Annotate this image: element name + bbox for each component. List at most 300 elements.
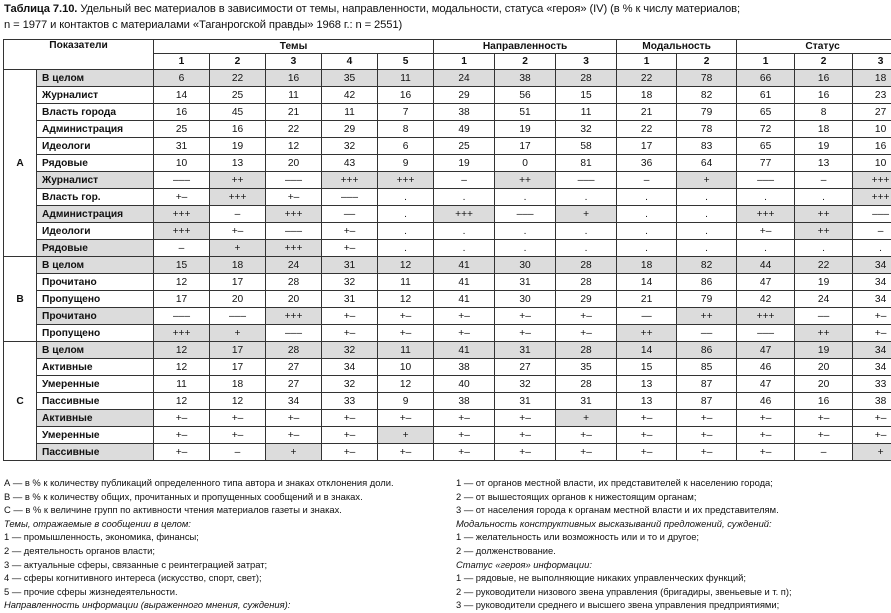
table-cell: 10	[853, 121, 891, 138]
table-cell: 41	[434, 291, 495, 308]
table-cell: 18	[617, 257, 677, 274]
table-cell: 16	[853, 138, 891, 155]
table-cell: +–	[322, 427, 378, 444]
table-cell: 64	[677, 155, 737, 172]
table-cell: 27	[853, 104, 891, 121]
table-cell: .	[737, 189, 795, 206]
table-cell: +–	[795, 410, 853, 427]
table-cell: 22	[617, 70, 677, 87]
table-row	[4, 104, 891, 121]
table-cell: +++	[853, 189, 891, 206]
table-cell: +–	[378, 325, 434, 342]
table-cell: .	[617, 223, 677, 240]
table-cell: +–	[266, 189, 322, 206]
table-row	[4, 359, 891, 376]
table-cell: 22	[795, 257, 853, 274]
table-row	[4, 342, 891, 359]
table-cell: +–	[677, 410, 737, 427]
table-cell: 6	[378, 138, 434, 155]
table-cell: 85	[677, 359, 737, 376]
table-cell: 34	[853, 291, 891, 308]
table-cell: 13	[617, 376, 677, 393]
section-label: B	[4, 257, 37, 342]
table-row	[4, 240, 891, 257]
table-cell: +–	[495, 427, 556, 444]
row-label: Умеренные	[37, 376, 154, 393]
subcol-header: 2	[495, 54, 556, 70]
note-line: 1 — промышленность, экономика, финансы;	[4, 531, 199, 543]
table-cell: 31	[322, 257, 378, 274]
table-cell: 58	[556, 138, 617, 155]
table-row	[4, 410, 891, 427]
subcol-header: 3	[266, 54, 322, 70]
table-cell: 20	[266, 155, 322, 172]
header-group-direction: Направленность	[434, 40, 617, 54]
table-cell: 32	[556, 121, 617, 138]
table-cell: –––	[853, 206, 891, 223]
table-cell: ++	[495, 172, 556, 189]
table-cell: –––	[210, 308, 266, 325]
table-cell: +++	[154, 325, 210, 342]
table-cell: –––	[737, 172, 795, 189]
table-cell: .	[495, 223, 556, 240]
table-cell: 12	[154, 359, 210, 376]
table-row	[4, 189, 891, 206]
table-cell: .	[378, 240, 434, 257]
table-cell: +–	[434, 325, 495, 342]
table-cell: 13	[617, 393, 677, 410]
table-cell: +–	[154, 427, 210, 444]
table-cell: 19	[495, 121, 556, 138]
table-cell: 8	[795, 104, 853, 121]
row-label: В целом	[37, 70, 154, 87]
table-row	[4, 274, 891, 291]
subcol-header: 3	[556, 54, 617, 70]
table-cell: +++	[378, 172, 434, 189]
table-cell: +–	[378, 444, 434, 461]
table-cell: 16	[378, 87, 434, 104]
table-cell: 17	[617, 138, 677, 155]
table-row	[4, 376, 891, 393]
table-cell: 34	[322, 359, 378, 376]
note-line: Направленность информации (выраженного мнения, суждения):	[4, 599, 291, 611]
table-row	[4, 138, 891, 155]
table-cell: +–	[737, 444, 795, 461]
table-cell: +–	[434, 410, 495, 427]
table-cell: 21	[617, 291, 677, 308]
table-cell: 15	[154, 257, 210, 274]
row-label: В целом	[37, 342, 154, 359]
table-cell: +	[556, 410, 617, 427]
caption-line-2: n = 1977 и контактов с материалами «Таганрогской правды» 1968 г.: n = 2551)	[4, 19, 403, 31]
table-cell: 12	[378, 291, 434, 308]
table-cell: +–	[322, 444, 378, 461]
note-line: 3 — от населения города к органам местной власти и их представителям.	[456, 504, 779, 516]
row-label: Активные	[37, 410, 154, 427]
table-cell: 20	[795, 376, 853, 393]
table-cell: 79	[677, 291, 737, 308]
table-cell: 19	[795, 274, 853, 291]
table-cell: 11	[378, 274, 434, 291]
table-row	[4, 121, 891, 138]
table-cell: 31	[495, 274, 556, 291]
table-cell: .	[677, 223, 737, 240]
table-cell: –	[210, 444, 266, 461]
table-cell: 36	[617, 155, 677, 172]
table-cell: .	[378, 223, 434, 240]
table-cell: 32	[322, 342, 378, 359]
table-cell: 43	[322, 155, 378, 172]
table-cell: 10	[853, 155, 891, 172]
table-cell: 30	[495, 257, 556, 274]
table-row	[4, 257, 891, 274]
table-cell: 41	[434, 257, 495, 274]
table-cell: +++	[266, 308, 322, 325]
table-cell: 28	[556, 257, 617, 274]
table-row	[4, 291, 891, 308]
table-cell: +–	[495, 410, 556, 427]
subcol-header: 1	[154, 54, 210, 70]
table-cell: .	[677, 240, 737, 257]
table-cell: 31	[495, 342, 556, 359]
note-line: 2 — от вышестоящих органов к нижестоящим органам;	[456, 490, 697, 502]
table-cell: 18	[853, 70, 891, 87]
table-cell: 16	[795, 87, 853, 104]
section-label: C	[4, 342, 37, 461]
table-row	[4, 325, 891, 342]
table-cell: +++	[266, 240, 322, 257]
table-cell: +–	[322, 325, 378, 342]
table-row	[4, 393, 891, 410]
table-cell: 34	[853, 342, 891, 359]
table-cell: 11	[266, 87, 322, 104]
table-cell: 28	[556, 376, 617, 393]
note-line: 1 — желательность или возможность или и то и другое;	[456, 531, 700, 543]
table-cell: .	[434, 223, 495, 240]
row-label: Администрация	[37, 206, 154, 223]
table-cell: +–	[154, 444, 210, 461]
table-cell: +–	[154, 189, 210, 206]
table-cell: .	[617, 240, 677, 257]
table-cell: 32	[322, 274, 378, 291]
table-cell: .	[434, 240, 495, 257]
table-cell: 82	[677, 257, 737, 274]
table-cell: 0	[495, 155, 556, 172]
table-cell: +++	[266, 206, 322, 223]
table-cell: +–	[434, 427, 495, 444]
table-cell: 21	[617, 104, 677, 121]
note-line: 3 — руководители среднего и высшего звена управления предприятиями;	[456, 599, 780, 611]
table-cell: +++	[737, 308, 795, 325]
table-cell: 82	[677, 87, 737, 104]
table-row	[4, 308, 891, 325]
table-cell: 12	[154, 342, 210, 359]
table-cell: ++	[795, 206, 853, 223]
table-cell: 83	[677, 138, 737, 155]
table-cell: 24	[795, 291, 853, 308]
table-cell: 8	[378, 121, 434, 138]
table-cell: 14	[154, 87, 210, 104]
table-cell: –––	[154, 172, 210, 189]
table-cell: ++	[795, 223, 853, 240]
table-cell: 38	[853, 393, 891, 410]
table-cell: 61	[737, 87, 795, 104]
table-cell: 17	[210, 359, 266, 376]
note-line: А — в % к количеству публикаций определенного типа автора и знаках отклонения доли.	[4, 477, 394, 488]
table-cell: +–	[617, 444, 677, 461]
table-cell: 27	[266, 359, 322, 376]
table-cell: 30	[495, 291, 556, 308]
table-cell: 79	[677, 104, 737, 121]
row-label: Прочитано	[37, 308, 154, 325]
table-cell: .	[495, 189, 556, 206]
table-cell: 65	[737, 138, 795, 155]
table-cell: 29	[434, 87, 495, 104]
table-cell: 32	[322, 138, 378, 155]
table-cell: 29	[322, 121, 378, 138]
table-cell: +–	[853, 410, 891, 427]
note-line: 1 — рядовые, не выполняющие никаких управленческих функций;	[456, 572, 746, 584]
table-cell: –––	[154, 308, 210, 325]
table-cell: +–	[495, 308, 556, 325]
caption-label: Таблица 7.10.	[4, 3, 78, 15]
table-cell: +–	[556, 308, 617, 325]
table-cell: 10	[378, 359, 434, 376]
subcol-header: 2	[795, 54, 853, 70]
table-cell: +–	[677, 427, 737, 444]
table-cell: –	[154, 240, 210, 257]
table-cell: –––	[266, 325, 322, 342]
table-cell: +–	[322, 240, 378, 257]
table-cell: ––	[795, 308, 853, 325]
table-cell: 86	[677, 342, 737, 359]
table-cell: 18	[617, 87, 677, 104]
table-cell: .	[617, 206, 677, 223]
table-cell: 34	[853, 274, 891, 291]
table-cell: 31	[556, 393, 617, 410]
note-line: 1 — от органов местной власти, их представителей к населению города;	[456, 477, 773, 488]
table-cell: 17	[495, 138, 556, 155]
table-row	[4, 206, 891, 223]
note-line: 2 — долженствование.	[456, 544, 556, 556]
table-cell: +++	[853, 172, 891, 189]
note-line: Темы, отражаемые в сообщении в целом:	[4, 517, 191, 529]
table-cell: 56	[495, 87, 556, 104]
header-group-themes: Темы	[154, 40, 434, 54]
table-cell: +–	[378, 308, 434, 325]
table-cell: 28	[266, 342, 322, 359]
table-cell: 28	[266, 274, 322, 291]
table-cell: 31	[495, 393, 556, 410]
table-cell: +–	[495, 325, 556, 342]
table-cell: 25	[210, 87, 266, 104]
section-label: A	[4, 70, 37, 257]
table-cell: ––	[677, 325, 737, 342]
table-cell: +–	[154, 410, 210, 427]
subcol-header: 3	[853, 54, 891, 70]
table-cell: 20	[210, 291, 266, 308]
notes-left	[4, 476, 444, 612]
row-label: Умеренные	[37, 427, 154, 444]
table-cell: .	[495, 240, 556, 257]
table-cell: +–	[322, 410, 378, 427]
table-cell: +–	[853, 325, 891, 342]
table-cell: ++	[210, 172, 266, 189]
table-cell: 18	[210, 257, 266, 274]
table-cell: +–	[322, 223, 378, 240]
table-cell: 32	[495, 376, 556, 393]
table-cell: 28	[556, 342, 617, 359]
table-cell: –––	[737, 325, 795, 342]
table-cell: +–	[266, 410, 322, 427]
table-cell: 14	[617, 274, 677, 291]
table-cell: 77	[737, 155, 795, 172]
table-cell: 12	[378, 257, 434, 274]
table-cell: 78	[677, 70, 737, 87]
table-cell: 65	[737, 104, 795, 121]
table-cell: 38	[434, 393, 495, 410]
row-label: Власть гор.	[37, 189, 154, 206]
table-cell: 31	[154, 138, 210, 155]
note-line: Статус «героя» информации:	[456, 558, 592, 570]
table-cell: 25	[154, 121, 210, 138]
table-cell: 51	[495, 104, 556, 121]
table-cell: ++	[677, 308, 737, 325]
table-cell: 11	[154, 376, 210, 393]
table-cell: 16	[266, 70, 322, 87]
table-cell: +–	[617, 410, 677, 427]
table-cell: .	[795, 240, 853, 257]
table-cell: 35	[322, 70, 378, 87]
table-cell: 12	[154, 274, 210, 291]
table-cell: 49	[434, 121, 495, 138]
table-cell: 9	[378, 393, 434, 410]
table-cell: +–	[853, 308, 891, 325]
table-cell: +–	[556, 325, 617, 342]
table-cell: 17	[210, 274, 266, 291]
table-cell: .	[737, 240, 795, 257]
header-indicators: Показатели	[4, 40, 154, 70]
data-table	[3, 39, 891, 461]
table-cell: +–	[556, 427, 617, 444]
note-line: В — в % к количеству общих, прочитанных и пропущенных сообщений и в знаках.	[4, 490, 363, 502]
table-cell: +++	[737, 206, 795, 223]
table-cell: 21	[266, 104, 322, 121]
table-cell: 14	[617, 342, 677, 359]
table-cell: 87	[677, 376, 737, 393]
table-cell: +++	[154, 223, 210, 240]
row-label: Идеологи	[37, 138, 154, 155]
table-cell: 11	[556, 104, 617, 121]
note-line: 3 — актуальные сферы, связанные с реинтеграцией затрат;	[4, 558, 268, 570]
table-row	[4, 155, 891, 172]
table-cell: ––	[322, 206, 378, 223]
caption-line-1	[4, 1, 884, 17]
table-cell: 9	[378, 155, 434, 172]
row-label: Журналист	[37, 172, 154, 189]
table-cell: +–	[322, 308, 378, 325]
table-cell: 24	[434, 70, 495, 87]
table-cell: 38	[434, 359, 495, 376]
table-cell: 44	[737, 257, 795, 274]
subcol-header: 1	[434, 54, 495, 70]
subcol-header: 2	[677, 54, 737, 70]
table-cell: 20	[266, 291, 322, 308]
table-row	[4, 223, 891, 240]
note-line: 4 — сферы когнитивного интереса (искусство, спорт, свет);	[4, 572, 262, 584]
table-cell: .	[378, 206, 434, 223]
header-row-groups	[4, 40, 891, 54]
table-cell: 11	[322, 104, 378, 121]
table-cell: 12	[378, 376, 434, 393]
table-cell: 11	[378, 342, 434, 359]
table-cell: 12	[210, 393, 266, 410]
table-cell: –––	[556, 172, 617, 189]
table-cell: 15	[617, 359, 677, 376]
table-cell: 19	[210, 138, 266, 155]
row-label: Рядовые	[37, 240, 154, 257]
table-cell: 87	[677, 393, 737, 410]
table-cell: 29	[556, 291, 617, 308]
table-cell: .	[434, 189, 495, 206]
table-body	[4, 70, 891, 461]
table-cell: 13	[795, 155, 853, 172]
table-cell: –––	[322, 189, 378, 206]
table-cell: 17	[154, 291, 210, 308]
table-cell: 86	[677, 274, 737, 291]
subcol-header: 1	[737, 54, 795, 70]
note-line: 2 — руководители низового звена управления (бригадиры, звеньевые и т. п);	[456, 585, 792, 597]
table-cell: 20	[795, 359, 853, 376]
table-cell: 22	[617, 121, 677, 138]
table-cell: –––	[266, 172, 322, 189]
table-cell: 33	[853, 376, 891, 393]
table-cell: +++	[154, 206, 210, 223]
table-cell: +–	[210, 223, 266, 240]
table-cell: 45	[210, 104, 266, 121]
table-cell: 28	[556, 70, 617, 87]
table-cell: 33	[322, 393, 378, 410]
row-label: Прочитано	[37, 274, 154, 291]
table-cell: 17	[210, 342, 266, 359]
table-cell: .	[556, 189, 617, 206]
row-label: Власть города	[37, 104, 154, 121]
note-line: Модальность конструктивных высказываний предложений, суждений:	[456, 517, 772, 529]
row-label: Идеологи	[37, 223, 154, 240]
table-cell: 23	[853, 87, 891, 104]
table-cell: –––	[266, 223, 322, 240]
table-cell: 47	[737, 376, 795, 393]
table-cell: 47	[737, 342, 795, 359]
table-cell: 41	[434, 342, 495, 359]
table-cell: 47	[737, 274, 795, 291]
table-row	[4, 172, 891, 189]
table-cell: 6	[154, 70, 210, 87]
table-cell: 12	[154, 393, 210, 410]
table-cell: 18	[210, 376, 266, 393]
table-cell: 28	[556, 274, 617, 291]
table-cell: +	[266, 444, 322, 461]
table-cell: +–	[737, 410, 795, 427]
table-cell: 40	[434, 376, 495, 393]
table-row	[4, 444, 891, 461]
table-cell: –––	[495, 206, 556, 223]
row-label: Рядовые	[37, 155, 154, 172]
table-cell: –	[434, 172, 495, 189]
table-cell: 31	[322, 291, 378, 308]
table-row	[4, 70, 891, 87]
table-cell: 19	[795, 138, 853, 155]
